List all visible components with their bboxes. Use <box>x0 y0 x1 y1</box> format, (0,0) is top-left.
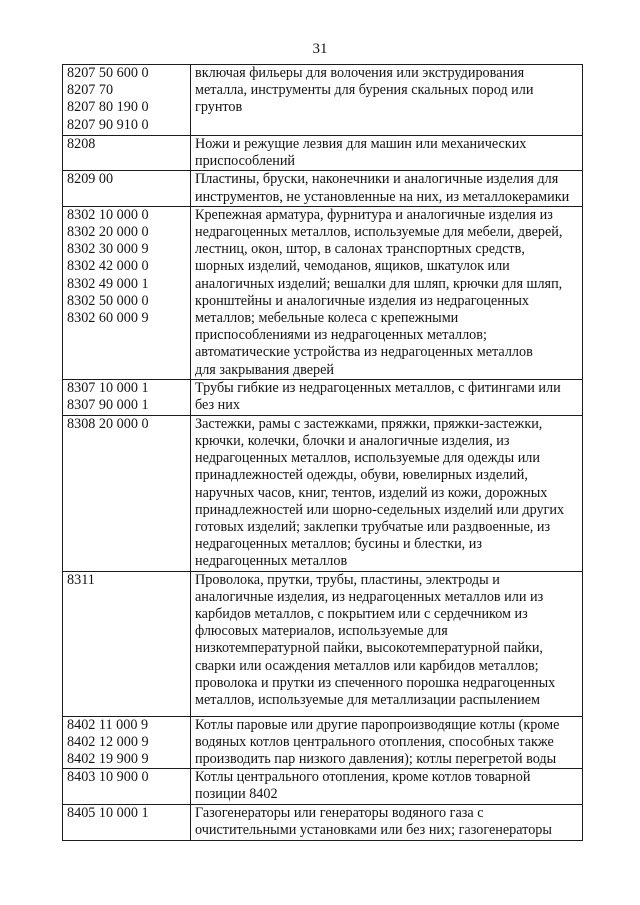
tariff-code: 8403 10 900 0 <box>67 769 149 786</box>
tariff-code: 8402 11 000 9 <box>67 716 149 733</box>
description-cell: включая фильеры для волочения или экструдирования металла, инструменты для бурения скальных пород или грунтов <box>191 65 583 136</box>
code-cell <box>63 769 191 804</box>
page-number: 31 <box>312 41 328 57</box>
tariff-code: 8207 90 910 0 <box>67 116 149 133</box>
table-row <box>63 379 583 415</box>
tariff-code: 8302 20 000 0 <box>67 224 149 241</box>
description-cell: Газогенераторы или генераторы водяного газа с очистительными установками или без них; газогенераторы <box>191 804 583 840</box>
table-row <box>63 415 583 571</box>
table-row <box>63 171 583 206</box>
tariff-code: 8308 20 000 0 <box>67 415 149 432</box>
code-cell <box>63 171 191 206</box>
description-cell: Пластины, бруски, наконечники и аналогичные изделия для инструментов, не установленные на них, из металлокерамики <box>191 171 583 206</box>
description-cell: Трубы гибкие из недрагоценных металлов, с фитингами или без них <box>191 379 583 415</box>
description-cell: Крепежная арматура, фурнитура и аналогичные изделия из недрагоценных металлов, используемые для мебели, дверей, лестниц, окон, штор, в салонах транспортных средств, шорных изделий, чемоданов, ящиков, шкатулок или аналогичных изделий; вешалки для шляп, крючки для шляп, кронштейны и аналогичные изделия из недрагоценных металлов; мебельные колеса с крепежными приспособлениями из недрагоценных металлов; автоматические устройства из недрагоценных металлов для закрывания дверей <box>191 206 583 379</box>
tariff-code: 8307 90 000 1 <box>67 397 149 414</box>
tariff-code: 8302 49 000 1 <box>67 275 149 292</box>
description-cell: Котлы паровые или другие паропроизводящие котлы (кроме водяных котлов центрального отопления, способных также производить пар низкого давления); котлы перегретой воды <box>191 716 583 769</box>
tariff-code: 8302 42 000 0 <box>67 258 149 275</box>
tariff-code-table <box>62 64 583 841</box>
code-cell <box>63 415 191 571</box>
tariff-code: 8207 80 190 0 <box>67 99 149 116</box>
table-row <box>63 65 583 136</box>
description-cell: Застежки, рамы с застежками, пряжки, пряжки-застежки, крючки, колечки, блочки и аналогичные изделия, из недрагоценных металлов, используемые для одежды или принадлежностей одежды, обуви, ювелирных изделий, наручных часов, книг, тентов, изделий из кожи, дорожных принадлежностей или шорно-седельных изделий или других готовых изделий; заклепки трубчатые или раздвоенные, из недрагоценных металлов; бусины и блестки, из недрагоценных металлов <box>191 415 583 571</box>
tariff-code: 8311 <box>67 571 95 588</box>
code-cell <box>63 65 191 136</box>
tariff-code: 8405 10 000 1 <box>67 804 149 821</box>
tariff-code: 8302 10 000 0 <box>67 206 149 223</box>
code-cell <box>63 571 191 716</box>
description-cell: Ножи и режущие лезвия для машин или механических приспособлений <box>191 136 583 171</box>
tariff-code: 8207 70 <box>67 82 114 99</box>
tariff-code: 8208 <box>67 136 96 152</box>
code-cell <box>63 716 191 769</box>
tariff-code: 8402 12 000 9 <box>67 733 149 750</box>
tariff-code: 8209 00 <box>67 171 114 188</box>
description-cell: Котлы центрального отопления, кроме котлов товарной позиции 8402 <box>191 769 583 804</box>
table-row <box>63 136 583 171</box>
tariff-code: 8307 10 000 1 <box>67 379 149 396</box>
tariff-code: 8302 30 000 9 <box>67 241 149 258</box>
table-row <box>63 804 583 840</box>
table-row <box>63 206 583 379</box>
table-row <box>63 716 583 769</box>
code-cell <box>63 136 191 171</box>
tariff-code: 8302 60 000 9 <box>67 310 149 327</box>
table-row <box>63 571 583 716</box>
code-cell <box>63 379 191 415</box>
code-cell <box>63 804 191 840</box>
code-cell <box>63 206 191 379</box>
table-row <box>63 769 583 804</box>
tariff-code: 8207 50 600 0 <box>67 65 149 81</box>
tariff-code: 8402 19 900 9 <box>67 751 149 768</box>
tariff-code: 8302 50 000 0 <box>67 292 149 309</box>
description-cell: Проволока, прутки, трубы, пластины, электроды и аналогичные изделия, из недрагоценных металлов или из карбидов металлов, с покрытием или с сердечником из флюсовых материалов, используемые для низкотемпературной пайки, высокотемпературной пайки, сварки или осаждения металлов или карбидов металлов; проволока и прутки из спеченного порошка недрагоценных металлов, используемые для металлизации распылением <box>191 571 583 716</box>
